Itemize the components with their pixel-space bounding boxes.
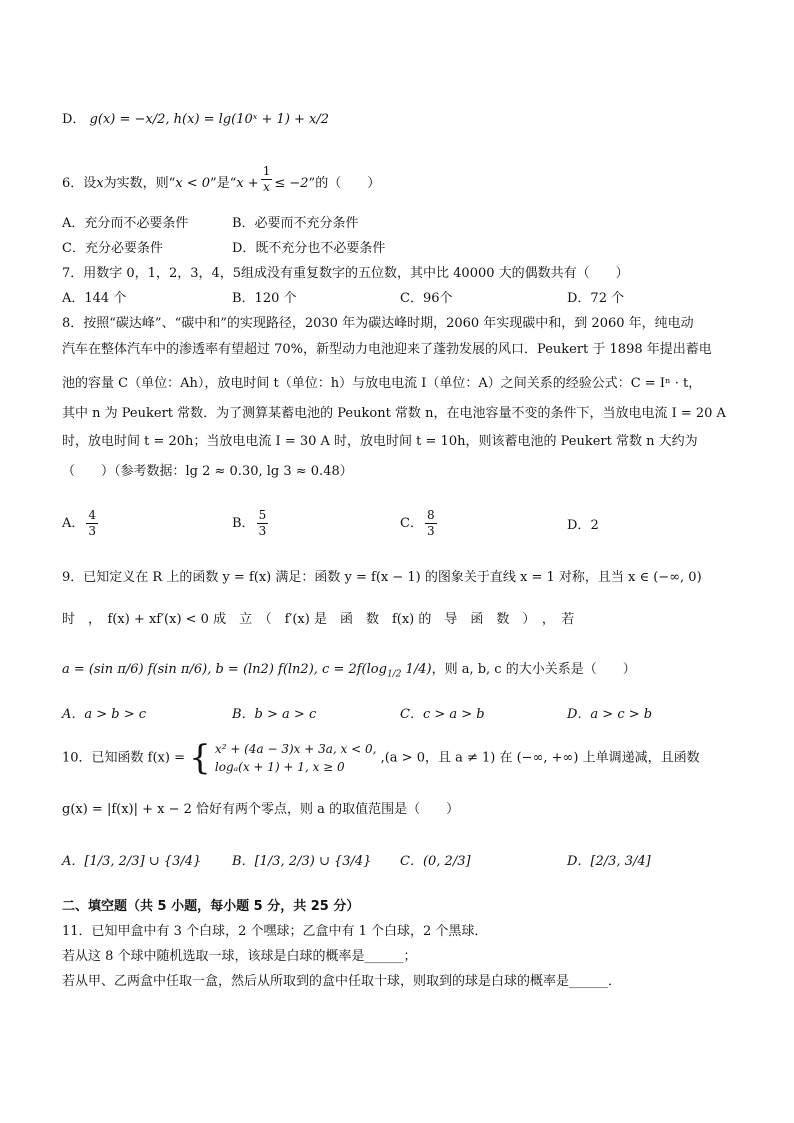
q8-line5: 时，放电时间 t = 20h；当放电电流 I = 30 A 时，放电时间 t = 10h，则该蓄电池的 Peukert 常数 n 大约为	[62, 434, 698, 449]
q9-line3	[62, 660, 636, 685]
q6-cond2-pre: x +	[236, 176, 259, 191]
q10-suffix: ,(a > 0，且 a ≠ 1) 在 (−∞, +∞) 上单调递减，且函数	[380, 750, 700, 766]
q10-option-d	[567, 852, 651, 872]
q6-stem-a: 6．设	[62, 176, 97, 191]
q9-formula-c: ，则 a, b, c 的大小关系是（ ）	[431, 662, 636, 677]
q6-frac-den: x	[263, 180, 270, 194]
q6-cond2-post: ≤ −2	[274, 176, 309, 191]
q10-cases	[215, 740, 377, 776]
q6-option-b: B．必要而不充分条件	[232, 216, 359, 231]
q6-stem-d: ”的（ ）	[308, 176, 381, 191]
q9-formula-a: a = (sin π/6) f(sin π/6), b = (ln2) f(ln2), c = 2f(log	[62, 662, 387, 677]
q8-a-den: 3	[88, 524, 97, 538]
q8-option-c	[400, 508, 439, 539]
q8-option-c-fraction	[425, 508, 437, 539]
q8-option-d	[567, 516, 599, 536]
q6-option-d: D．既不充分也不必要条件	[232, 241, 386, 256]
q10-option-b-label: B．	[232, 854, 255, 869]
q10-option-b-text: [1/3, 2/3) ∪ {3/4}	[254, 854, 372, 869]
q5-option-d	[62, 110, 329, 130]
q7-option-a: A．144 个	[62, 291, 127, 306]
q10-line2: g(x) = |f(x)| + x − 2 恰好有两个零点，则 a 的取值范围是（ ）	[62, 802, 460, 817]
q9-option-c: C．c > a > b	[400, 707, 485, 722]
q5d-label: D．	[62, 112, 86, 127]
q7-option-b: B．120 个	[232, 291, 297, 306]
q11-line3: 若从甲、乙两盒中任取一盒，然后从所取到的盒中任取十球，则取到的球是白球的概率是______．	[62, 974, 622, 989]
q10-option-c-text: (0, 2/3]	[422, 854, 471, 869]
q8-line6: （ ）（参考数据：lg 2 ≈ 0.30, lg 3 ≈ 0.48）	[62, 464, 353, 479]
q8-option-b-label: B．	[232, 516, 255, 531]
section-title-fill-in: 二、填空题（共 5 小题，每小题 5 分，共 25 分）	[62, 899, 360, 914]
q7-option-d: D．72 个	[567, 291, 625, 306]
q8-option-b	[232, 508, 270, 539]
q6-cond1: x < 0	[175, 176, 211, 191]
q6-option-a: A．充分而不必要条件	[62, 216, 189, 231]
q10-option-d-text: [2/3, 3/4]	[590, 854, 651, 869]
q6-fraction	[261, 164, 273, 195]
q6-stem-c: ”是“	[210, 176, 237, 191]
q8-line3: 池的容量 C（单位：Ah），放电时间 t（单位：h）与放电电流 I（单位：A）之间关系的经验公式：C = Iⁿ · t，	[62, 376, 702, 391]
q10-case1: x² + (4a − 3)x + 3a, x < 0,	[214, 742, 377, 756]
q10-line1	[62, 740, 700, 776]
q10-option-b	[232, 852, 371, 872]
q8-line1: 8．按照“碳达峰”、“碳中和”的实现路径，2030 年为碳达峰时期，2060 年实现碳中和，到 2060 年，纯电动	[62, 316, 694, 331]
q8-option-d-text: 2	[590, 518, 599, 533]
q9-option-a: A．a > b > c	[62, 707, 147, 722]
q8-c-num: 8	[426, 508, 435, 522]
q9-log-base: 1/2	[386, 669, 402, 680]
q11-line2: 若从这 8 个球中随机选取一球，该球是白球的概率是______；	[62, 949, 417, 964]
q10-option-c	[400, 852, 471, 872]
q9-formula-b: 1/4)	[401, 662, 432, 677]
q6-stem	[62, 164, 381, 199]
q9-option-d: D．a > c > b	[567, 707, 653, 722]
q6-var: x	[96, 176, 104, 191]
q8-option-c-label: C．	[400, 516, 423, 531]
q8-option-b-fraction	[257, 508, 269, 539]
q8-c-den: 3	[426, 524, 435, 538]
q8-option-d-label: D．	[567, 518, 591, 533]
q9-line2: 时 ， f(x) + xf′(x) < 0 成 立 （ f′(x) 是 函 数 f(x) 的 导 函 数 ） ， 若	[62, 612, 575, 627]
q7-stem: 7．用数字 0，1，2，3，4，5组成没有重复数字的五位数，其中比 40000 大的偶数共有（ ）	[62, 266, 629, 281]
q8-b-num: 5	[258, 508, 267, 522]
q11-line1: 11．已知甲盒中有 3 个白球，2 个嘿球；乙盒中有 1 个白球，2 个黑球．	[62, 924, 488, 939]
q10-option-a-text: [1/3, 2/3] ∪ {3/4}	[84, 854, 202, 869]
q8-option-a	[62, 508, 100, 539]
q9-option-b: B．b > a > c	[232, 707, 317, 722]
q10-case2: logₐ(x + 1) + 1, x ≥ 0	[214, 760, 345, 774]
q8-line2: 汽车在整体汽车中的渗透率有望超过 70%，新型动力电池迎来了蓬勃发展的风口．Peukert 于 1898 年提出蓄电	[62, 342, 712, 357]
q8-line4: 其中 n 为 Peukert 常数．为了测算某蓄电池的 Peukont 常数 n，在电池容量不变的条件下，当放电电流 I = 20 A	[62, 406, 726, 421]
q10-option-a	[62, 852, 201, 872]
q6-frac-num: 1	[262, 164, 271, 178]
q10-prefix: 10．已知函数 f(x) =	[62, 750, 185, 766]
q10-option-a-label: A．	[62, 854, 85, 869]
q8-option-a-label: A．	[62, 516, 85, 531]
q7-option-c: C．96个	[400, 291, 453, 306]
left-brace-icon: {	[189, 738, 211, 778]
q6-option-c: C．充分必要条件	[62, 241, 163, 256]
q9-line1: 9．已知定义在 R 上的函数 y = f(x) 满足：函数 y = f(x − 1) 的图象关于直线 x = 1 对称，且当 x ∈ (−∞, 0)	[62, 570, 702, 585]
q10-option-c-label: C．	[400, 854, 423, 869]
q6-stem-b: 为实数，则“	[103, 176, 176, 191]
q8-a-num: 4	[88, 508, 97, 522]
q10-option-d-label: D．	[567, 854, 591, 869]
q8-option-a-fraction	[86, 508, 98, 539]
q5d-formula: g(x) = −x/2, h(x) = lg(10ˣ + 1) + x/2	[89, 112, 330, 127]
q8-b-den: 3	[258, 524, 267, 538]
